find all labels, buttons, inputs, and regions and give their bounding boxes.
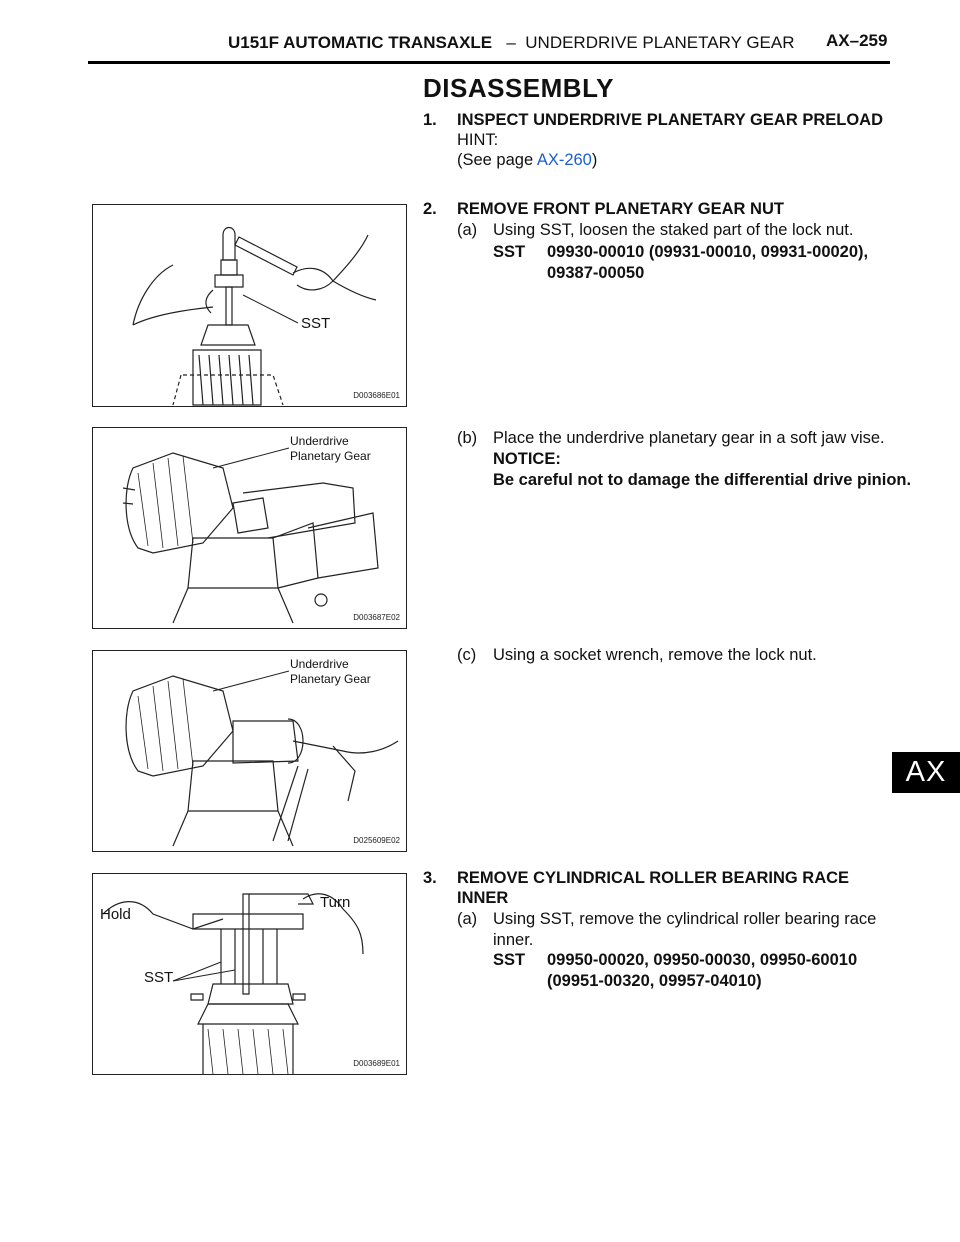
figure-id: D025609E02: [353, 836, 400, 845]
header-rule: [88, 61, 890, 64]
header-model-title: U151F AUTOMATIC TRANSAXLE: [228, 33, 493, 52]
callout-sst: SST: [301, 315, 331, 332]
step-2c-label: (c): [457, 646, 477, 664]
step-1-number: 1.: [423, 111, 437, 129]
step-3a-text: Using SST, remove the cylindrical roller bearing race inner.: [493, 910, 877, 949]
figure-bearing-race-sst: [92, 873, 407, 1075]
figure-hammer-sst-illustration: [93, 205, 406, 406]
figure-bearing-race-sst-illustration: [93, 874, 406, 1074]
step-3-title: REMOVE CYLINDRICAL ROLLER BEARING RACE INNER: [457, 869, 850, 907]
notice-text: Be careful not to damage the differential drive pinion.: [493, 471, 912, 489]
header-section-title: UNDERDRIVE PLANETARY GEAR: [525, 33, 795, 52]
step-1-title: INSPECT UNDERDRIVE PLANETARY GEAR PRELOAD: [457, 111, 883, 129]
page-header: [0, 0, 960, 64]
figure-id: D003689E01: [353, 1059, 400, 1068]
callout-turn: Turn: [320, 894, 351, 911]
step-2b-label: (b): [457, 429, 478, 447]
notice-label: NOTICE:: [493, 450, 561, 468]
sst-numbers: 09950-00020, 09950-00030, 09950-60010 (09951-00320, 09957-04010): [547, 951, 858, 990]
figure-id: D003686E01: [353, 391, 400, 400]
step-3-number: 3.: [423, 869, 437, 887]
step-2a-label: (a): [457, 221, 478, 239]
figure-soft-jaw-vise: [92, 427, 407, 629]
figure-hammer-sst: [92, 204, 407, 407]
sst-label: SST: [493, 243, 526, 261]
step-2a-text: Using SST, loosen the staked part of the lock nut.: [493, 221, 854, 239]
see-page-link[interactable]: AX-260: [536, 151, 592, 169]
sst-label: SST: [493, 951, 526, 969]
step-3a-label: (a): [457, 910, 478, 928]
header-page-number: AX–259: [826, 31, 888, 50]
callout-underdrive-planetary-gear: Underdrive Planetary Gear: [290, 657, 371, 686]
header-separator: –: [506, 33, 516, 52]
step-2-number: 2.: [423, 200, 437, 218]
section-side-tab[interactable]: AX: [892, 752, 960, 793]
header-title: [228, 33, 795, 53]
callout-sst: SST: [144, 969, 174, 986]
page-title: DISASSEMBLY: [423, 73, 614, 103]
step-1-see-page: (See page AX-260): [457, 151, 598, 169]
callout-hold: Hold: [100, 906, 131, 923]
step-2-title: REMOVE FRONT PLANETARY GEAR NUT: [457, 200, 784, 218]
sst-numbers: 09930-00010 (09931-00010, 09931-00020), 09387-00050: [547, 243, 869, 282]
figure-id: D003687E02: [353, 613, 400, 622]
step-2b-text: Place the underdrive planetary gear in a soft jaw vise.: [493, 429, 885, 447]
step-2c-text: Using a socket wrench, remove the lock nut.: [493, 646, 817, 664]
figure-socket-wrench: [92, 650, 407, 852]
callout-underdrive-planetary-gear: Underdrive Planetary Gear: [290, 434, 371, 463]
step-1-hint-label: HINT:: [457, 131, 499, 149]
